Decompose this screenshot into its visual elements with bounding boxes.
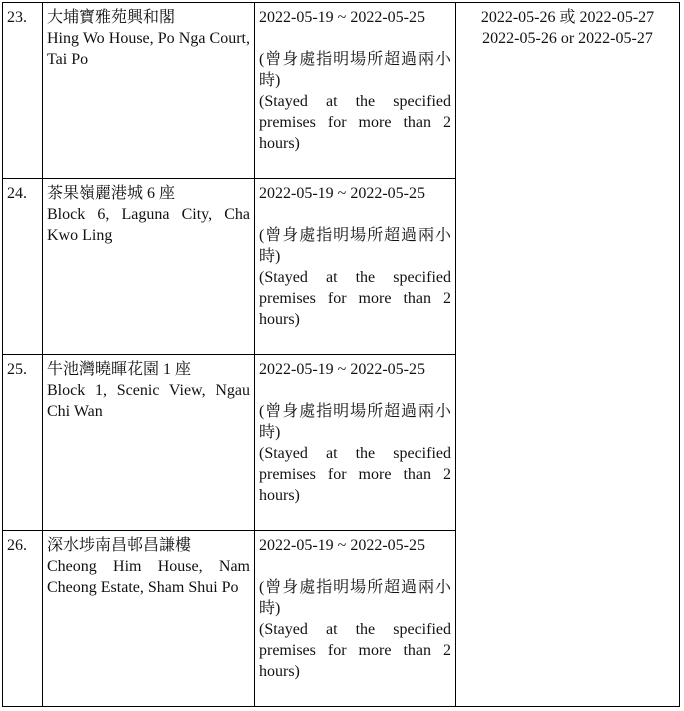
row-number: 23. <box>3 3 43 179</box>
stay-note-en: (Stayed at the specified premises for more than 2 hours) <box>259 269 451 328</box>
stay-note-zh: (曾身處指明場所超過兩小時) <box>259 227 451 265</box>
row-number: 25. <box>3 355 43 531</box>
stay-period-cell <box>255 531 456 707</box>
specified-premises-table <box>2 2 680 707</box>
stay-note-zh: (曾身處指明場所超過兩小時) <box>259 51 451 89</box>
premises-name-en: Block 1, Scenic View, Ngau Chi Wan <box>47 382 250 420</box>
stay-period-cell <box>255 355 456 531</box>
row-number: 24. <box>3 179 43 355</box>
stay-period: 2022-05-19 ~ 2022-05-25 <box>259 537 425 554</box>
stay-note-en: (Stayed at the specified premises for more than 2 hours) <box>259 445 451 504</box>
stay-period: 2022-05-19 ~ 2022-05-25 <box>259 9 425 26</box>
stay-note-en: (Stayed at the specified premises for more than 2 hours) <box>259 93 451 152</box>
row-number: 26. <box>3 531 43 707</box>
table-row <box>3 3 680 179</box>
premises-name-en: Hing Wo House, Po Nga Court, Tai Po <box>47 30 250 68</box>
stay-period-cell <box>255 179 456 355</box>
stay-note-zh: (曾身處指明場所超過兩小時) <box>259 403 451 441</box>
premises-name-zh: 牛池灣曉暉花園 1 座 <box>47 361 192 378</box>
premises-name-en: Cheong Him House, Nam Cheong Estate, Sham Shui Po <box>47 558 250 596</box>
stay-note-zh: (曾身處指明場所超過兩小時) <box>259 579 451 617</box>
stay-period: 2022-05-19 ~ 2022-05-25 <box>259 185 425 202</box>
premises-name-en: Block 6, Laguna City, Cha Kwo Ling <box>47 206 250 244</box>
stay-note-en: (Stayed at the specified premises for more than 2 hours) <box>259 621 451 680</box>
stay-period: 2022-05-19 ~ 2022-05-25 <box>259 361 425 378</box>
premises-cell <box>43 355 255 531</box>
premises-cell <box>43 531 255 707</box>
test-dates-en: 2022-05-26 or 2022-05-27 <box>482 30 653 47</box>
premises-name-zh: 深水埗南昌邨昌謙樓 <box>47 537 192 554</box>
test-dates-cell <box>456 3 680 707</box>
test-dates-zh: 2022-05-26 或 2022-05-27 <box>480 9 655 26</box>
premises-cell <box>43 179 255 355</box>
stay-period-cell <box>255 3 456 179</box>
premises-name-zh: 茶果嶺麗港城 6 座 <box>47 185 176 202</box>
premises-cell <box>43 3 255 179</box>
premises-name-zh: 大埔寶雅苑興和閣 <box>47 9 176 26</box>
